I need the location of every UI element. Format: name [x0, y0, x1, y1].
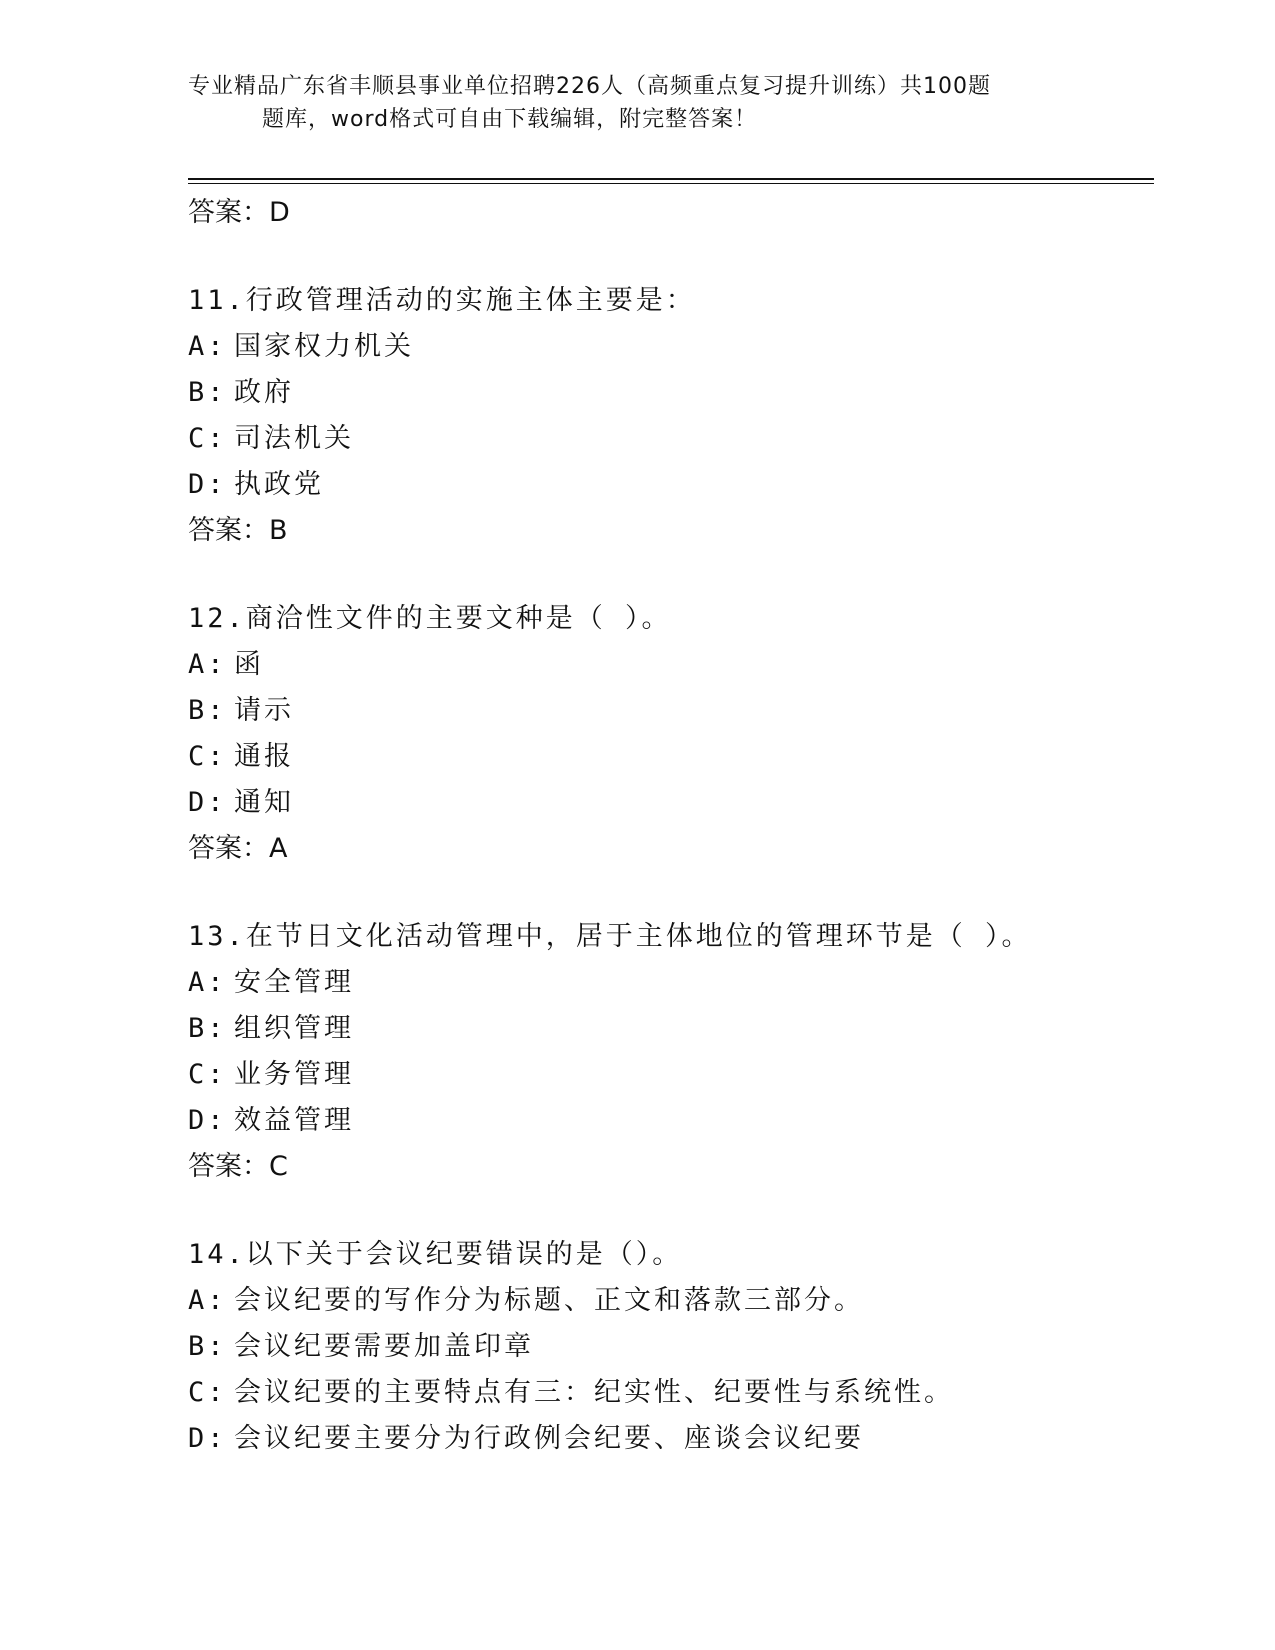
previous-question-answer: 答案：D — [188, 197, 290, 228]
option-d — [188, 1098, 1154, 1144]
option-text: 会议纪要需要加盖印章 — [234, 1331, 534, 1362]
option-letter: C: — [188, 741, 227, 772]
option-text: 业务管理 — [234, 1059, 354, 1090]
option-text: 执政党 — [234, 469, 324, 500]
question-11 — [188, 278, 1154, 554]
option-d — [188, 780, 1154, 826]
header-title-line-1: 专业精品广东省丰顺县事业单位招聘226人（高频重点复习提升训练）共100题 — [188, 74, 991, 99]
option-letter: D: — [188, 1423, 227, 1454]
question-14 — [188, 1232, 1154, 1462]
answer: 答案：B — [188, 515, 288, 546]
option-text: 国家权力机关 — [234, 331, 414, 362]
question-text: 14.以下关于会议纪要错误的是（）。 — [188, 1239, 683, 1270]
option-letter: C: — [188, 423, 227, 454]
option-text: 效益管理 — [234, 1105, 354, 1136]
option-letter: A: — [188, 967, 227, 998]
option-text: 政府 — [234, 377, 294, 408]
question-text: 13.在节日文化活动管理中，居于主体地位的管理环节是（ ）。 — [188, 921, 1032, 952]
question-13 — [188, 914, 1154, 1190]
option-d — [188, 1416, 1154, 1462]
option-a — [188, 960, 1154, 1006]
option-c — [188, 1052, 1154, 1098]
header-divider-thin — [188, 183, 1154, 184]
option-text: 会议纪要主要分为行政例会纪要、座谈会议纪要 — [234, 1423, 864, 1454]
question-12 — [188, 596, 1154, 872]
option-letter: A: — [188, 649, 227, 680]
option-text: 通知 — [234, 787, 294, 818]
option-d — [188, 462, 1154, 508]
option-letter: D: — [188, 469, 227, 500]
question-text: 12.商洽性文件的主要文种是（ ）。 — [188, 603, 672, 634]
document-body — [188, 190, 1154, 1462]
option-a — [188, 1278, 1154, 1324]
option-b — [188, 1006, 1154, 1052]
header-divider-thick — [188, 178, 1154, 180]
option-letter: C: — [188, 1377, 227, 1408]
option-letter: C: — [188, 1059, 227, 1090]
option-letter: B: — [188, 1331, 227, 1362]
option-letter: D: — [188, 787, 227, 818]
question-text: 11.行政管理活动的实施主体主要是： — [188, 285, 696, 316]
option-letter: D: — [188, 1105, 227, 1136]
option-text: 会议纪要的写作分为标题、正文和落款三部分。 — [234, 1285, 864, 1316]
option-text: 安全管理 — [234, 967, 354, 998]
option-text: 司法机关 — [234, 423, 354, 454]
answer: 答案：C — [188, 1151, 288, 1182]
option-text: 函 — [234, 649, 264, 680]
option-text: 请示 — [234, 695, 294, 726]
option-c — [188, 1370, 1154, 1416]
option-letter: A: — [188, 1285, 227, 1316]
option-letter: B: — [188, 377, 227, 408]
option-text: 会议纪要的主要特点有三：纪实性、纪要性与系统性。 — [234, 1377, 954, 1408]
option-letter: A: — [188, 331, 227, 362]
option-c — [188, 416, 1154, 462]
answer: 答案：A — [188, 833, 288, 864]
option-text: 通报 — [234, 741, 294, 772]
option-b — [188, 1324, 1154, 1370]
option-b — [188, 688, 1154, 734]
option-a — [188, 324, 1154, 370]
option-b — [188, 370, 1154, 416]
document-header — [188, 70, 1068, 136]
option-letter: B: — [188, 1013, 227, 1044]
option-c — [188, 734, 1154, 780]
option-text: 组织管理 — [234, 1013, 354, 1044]
option-letter: B: — [188, 695, 227, 726]
option-a — [188, 642, 1154, 688]
header-title-line-2: 题库，word格式可自由下载编辑，附完整答案！ — [262, 107, 758, 132]
